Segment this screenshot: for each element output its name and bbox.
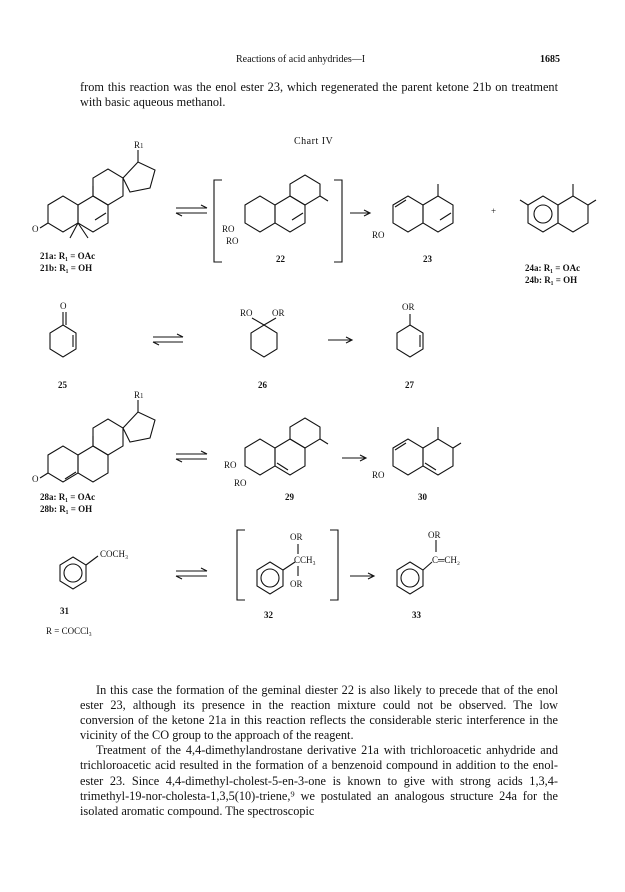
arrow-4	[350, 573, 374, 579]
ro-26: RO	[240, 308, 253, 318]
label-29: 29	[285, 492, 294, 502]
label-25: 25	[58, 380, 67, 390]
body-text	[80, 683, 558, 819]
page-number: 1685	[540, 54, 560, 65]
compound-31	[46, 549, 128, 636]
label-23: 23	[423, 254, 432, 264]
arrow-1	[350, 210, 370, 216]
equilibrium-arrow-4	[176, 568, 207, 579]
or-27: OR	[402, 302, 415, 312]
or-32a: OR	[290, 532, 303, 542]
body-paragraph-2: Treatment of the 4,4-dimethylandrostane derivative 21a with trichloroacetic anhydride and trichloroacetic acid resulted in the formation of a benzenoid compound in addition to the enol-ester 23. Since 4,4-dimethyl-cholest-5-en-3-one is known to give with strong acids 1,3,4-trimethyl-19-nor-cholesta-1,3,5(10)-triene,⁹ we postulated an analogous structure 24a for the isolated aromatic compound. The spectroscopic	[80, 743, 558, 818]
running-title: Reactions of acid anhydrides—I	[236, 54, 366, 65]
label-27: 27	[405, 380, 414, 390]
compound-32	[237, 530, 338, 620]
compound-24	[520, 184, 596, 285]
compound-28	[32, 390, 155, 514]
label-30: 30	[418, 492, 427, 502]
compound-22	[214, 175, 342, 264]
ro-22b: RO	[226, 236, 239, 246]
ro-29a: RO	[224, 460, 237, 470]
label-31: 31	[60, 606, 69, 616]
label-24b: 24b: R₁ = OH	[525, 275, 578, 285]
label-21b: 21b: R₁ = OH	[40, 263, 93, 273]
ketone-o-25: O	[60, 301, 67, 311]
chart-title: Chart IV	[294, 136, 334, 147]
ro-22a: RO	[222, 224, 235, 234]
label-33: 33	[412, 610, 421, 620]
ro-30: RO	[372, 470, 385, 480]
compound-23	[372, 184, 496, 264]
compound-27	[397, 302, 423, 390]
ro-29b: RO	[234, 478, 247, 488]
cch3-32: CCH₃	[294, 555, 316, 565]
label-22: 22	[276, 254, 285, 264]
or-26: OR	[272, 308, 285, 318]
compound-26	[240, 308, 285, 390]
arrow-2	[328, 337, 352, 343]
r1-28: R1	[134, 390, 144, 400]
label-21a: 21a: R₁ = OAc	[40, 251, 96, 261]
r-definition: R = COCCl₃	[46, 626, 92, 636]
body-paragraph-1: In this case the formation of the geminal diester 22 is also likely to precede that of the enol ester 23, although its presence in the reaction mixture could not be observed. The low conversion of the ketone 21a in this reaction reflects the considerable steric interference in the vicinity of the CO group to the approach of the reagent.	[80, 683, 558, 743]
c-ch2-33: C═CH₂	[432, 555, 461, 565]
label-32: 32	[264, 610, 273, 620]
label-28b: 28b: R₁ = OH	[40, 504, 93, 514]
ketone-o-21: O	[32, 224, 39, 234]
equilibrium-arrow-1	[176, 205, 207, 216]
equilibrium-arrow-3	[176, 451, 207, 462]
intro-paragraph: from this reaction was the enol ester 23, which regenerated the parent ketone 21b on treatment with basic aqueous methanol.	[80, 80, 558, 110]
compound-30	[372, 427, 461, 502]
compound-21	[32, 140, 155, 273]
ketone-o-28: O	[32, 474, 39, 484]
compound-33	[397, 530, 460, 620]
label-26: 26	[258, 380, 267, 390]
plus: +	[491, 206, 497, 216]
label-24a: 24a: R₁ = OAc	[525, 263, 581, 273]
compound-29	[224, 418, 328, 502]
or-32b: OR	[290, 579, 303, 589]
equilibrium-arrow-2	[153, 334, 183, 345]
arrow-3	[342, 455, 366, 461]
r1-21: R1	[134, 140, 144, 150]
or-33: OR	[428, 530, 441, 540]
compound-25	[50, 301, 76, 390]
coch3-31: COCH₃	[100, 549, 129, 559]
label-28a: 28a: R₁ = OAc	[40, 492, 96, 502]
ro-23: RO	[372, 230, 385, 240]
